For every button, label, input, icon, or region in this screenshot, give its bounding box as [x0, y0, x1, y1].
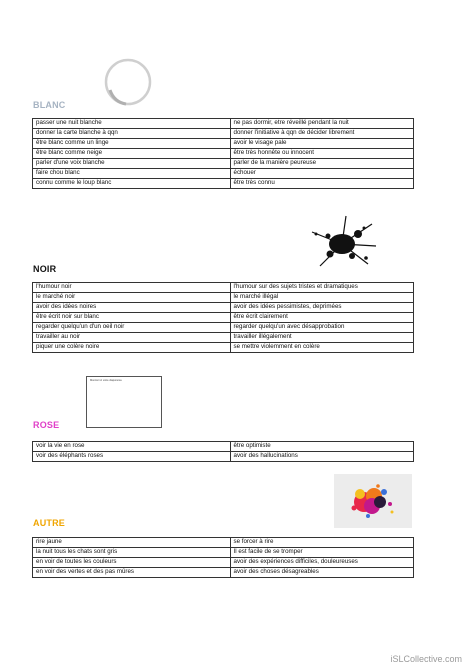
expression-cell: voir des éléphants roses [33, 452, 231, 462]
color-splash-image [334, 474, 412, 528]
section-title-autre: AUTRE [33, 518, 65, 528]
table-row [33, 442, 414, 452]
meaning-cell: être écrit clairement [230, 313, 414, 323]
meaning-cell: avoir des choses désagreables [230, 568, 414, 578]
white-circle-image [100, 54, 156, 110]
expression-cell: passer une nuit blanche [33, 119, 231, 129]
expression-cell: faire chou blanc [33, 169, 231, 179]
meaning-cell: parler de la manière peureuse [230, 159, 414, 169]
table-row [33, 283, 414, 293]
table-row [33, 159, 414, 169]
expression-cell: voir la vie en rose [33, 442, 231, 452]
ink-splash-image [306, 212, 378, 272]
meaning-cell: se forcer à rire [230, 538, 414, 548]
meaning-cell: avoir des expériences difficiles, douleureuses [230, 558, 414, 568]
meaning-cell: donner l'initiative à qqn de décider librement [230, 129, 414, 139]
meaning-cell: échouer [230, 169, 414, 179]
table-row [33, 343, 414, 353]
meaning-cell: regarder quelqu'un avec désapprobation [230, 323, 414, 333]
slideshow-placeholder-image [86, 376, 162, 428]
table-row [33, 129, 414, 139]
expression-cell: connu comme le loup blanc [33, 179, 231, 189]
table-row [33, 119, 414, 129]
table-row [33, 293, 414, 303]
table-row [33, 333, 414, 343]
table-row [33, 558, 414, 568]
table-row [33, 538, 414, 548]
expression-cell: l'humour noir [33, 283, 231, 293]
section-title-rose: ROSE [33, 420, 60, 430]
table-blanc [32, 118, 414, 189]
meaning-cell: se mettre violemment en colère [230, 343, 414, 353]
table-row [33, 139, 414, 149]
meaning-cell: le marché illégal [230, 293, 414, 303]
meaning-cell: avoir des hallucinations [230, 452, 414, 462]
meaning-cell: avoir le visage pale [230, 139, 414, 149]
expression-cell: piquer une colère noire [33, 343, 231, 353]
meaning-cell: Il est facile de se tromper [230, 548, 414, 558]
table-row [33, 323, 414, 333]
expression-cell: la nuit tous les chats sont gris [33, 548, 231, 558]
expression-cell: en voir des vertes et des pas mûres [33, 568, 231, 578]
expression-cell: le marché noir [33, 293, 231, 303]
table-row [33, 313, 414, 323]
table-row [33, 149, 414, 159]
site-watermark: iSLCollective.com [390, 654, 462, 664]
table-row [33, 303, 414, 313]
expression-cell: travailler au noir [33, 333, 231, 343]
expression-cell: avoir des idées noires [33, 303, 231, 313]
expression-cell: rire jaune [33, 538, 231, 548]
meaning-cell: être très connu [230, 179, 414, 189]
table-row [33, 568, 414, 578]
expression-cell: être écrit noir sur blanc [33, 313, 231, 323]
expression-cell: donner la carte blanche à qqn [33, 129, 231, 139]
table-row [33, 452, 414, 462]
section-title-blanc: BLANC [33, 100, 66, 110]
meaning-cell: travailler illégalement [230, 333, 414, 343]
expression-cell: regarder quelqu'un d'un oeil noir [33, 323, 231, 333]
table-autre [32, 537, 414, 578]
table-row [33, 548, 414, 558]
meaning-cell: être très honnête ou innocent [230, 149, 414, 159]
placeholder-caption: Montrer ici votre diaporama [90, 379, 122, 382]
expression-cell: parler d'une voix blanche [33, 159, 231, 169]
expression-cell: être blanc comme neige [33, 149, 231, 159]
table-row [33, 169, 414, 179]
table-rose [32, 441, 414, 462]
expression-cell: être blanc comme un linge [33, 139, 231, 149]
table-row [33, 179, 414, 189]
section-title-noir: NOIR [33, 264, 57, 274]
meaning-cell: avoir des idées pessimistes, deprimées [230, 303, 414, 313]
meaning-cell: l'humour sur des sujets tristes et dramatiques [230, 283, 414, 293]
meaning-cell: ne pas dormir, etre réveillé pendant la nuit [230, 119, 414, 129]
expression-cell: en voir de toutes les couleurs [33, 558, 231, 568]
meaning-cell: être optimiste [230, 442, 414, 452]
table-noir [32, 282, 414, 353]
